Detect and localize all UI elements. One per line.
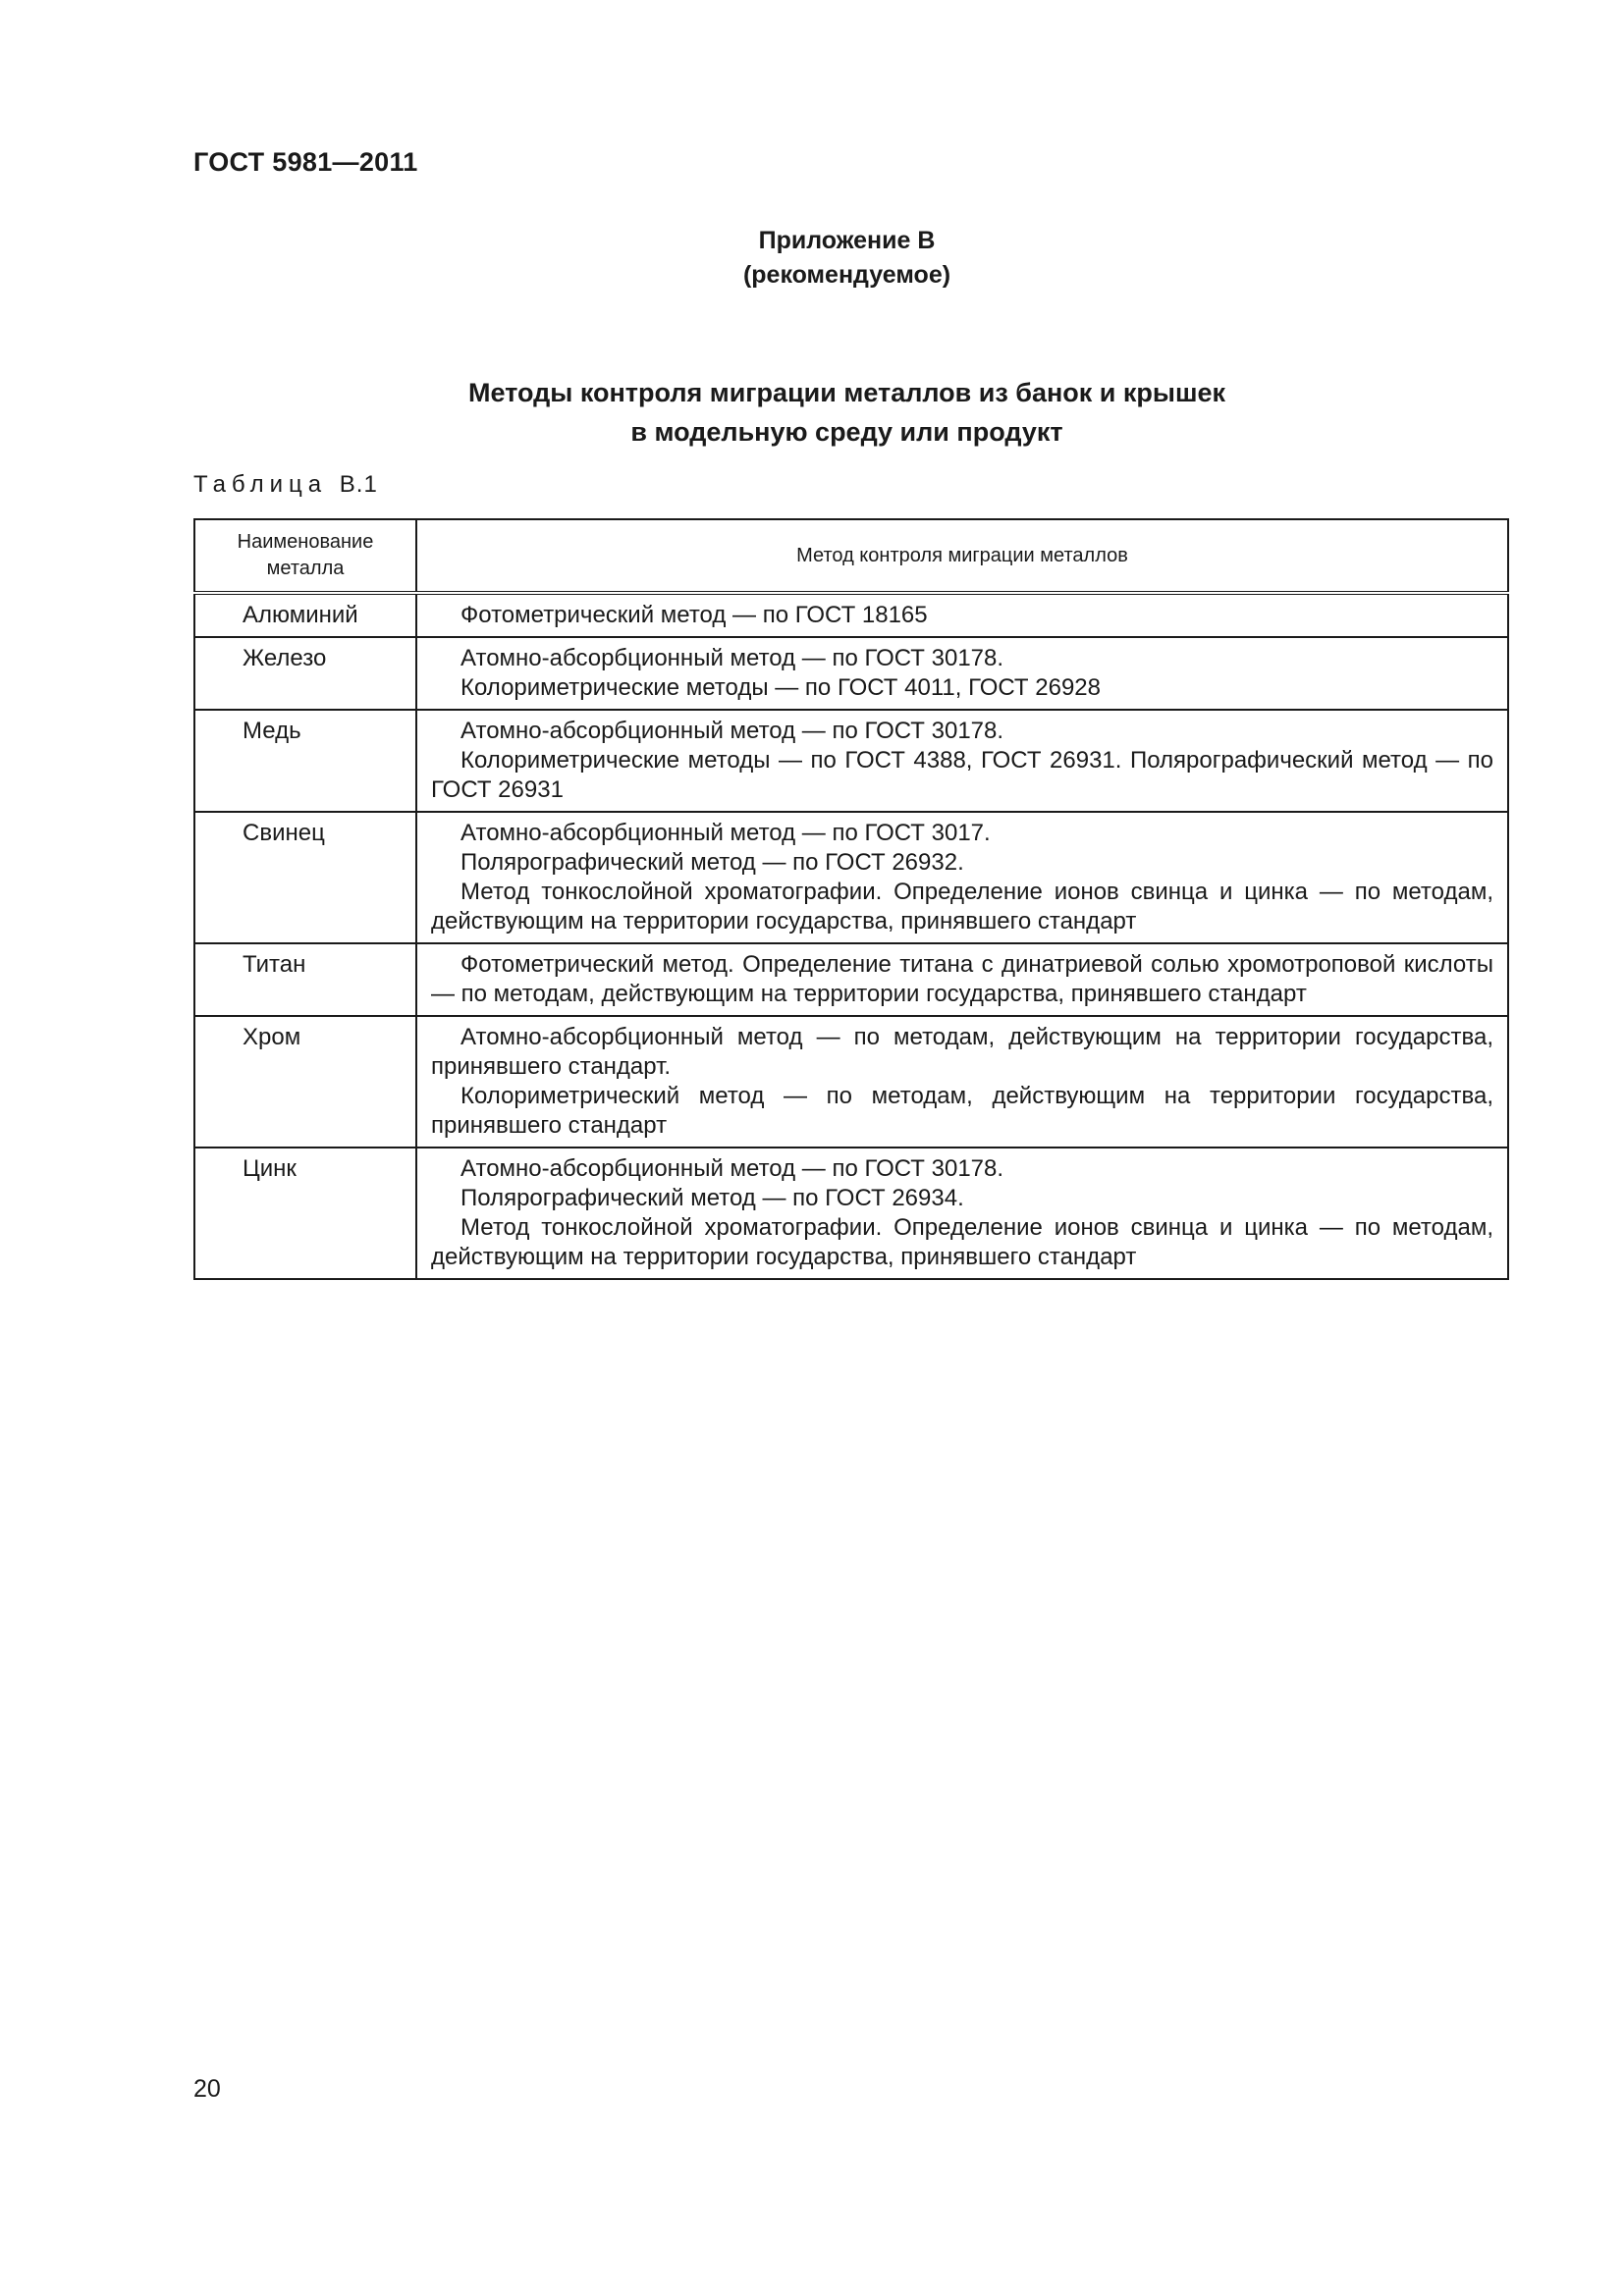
table-header-row [194,519,1508,593]
table-caption-number: В.1 [339,471,378,498]
method-line: Метод тонкослойной хроматографии. Определение ионов свинца и цинка — по методам, действующим на территории государства, принявшего стандарт [431,1214,1493,1270]
method-line: Атомно-абсорбционный метод — по ГОСТ 30178. [460,1155,1004,1182]
method-line: Атомно-абсорбционный метод — по ГОСТ 3017. [460,820,991,846]
method-cell [416,637,1508,710]
method-cell [416,593,1508,637]
metal-name: Алюминий [194,593,416,637]
appendix-title: Приложение В [758,227,936,254]
table-row-titanium [194,943,1508,1016]
method-cell [416,943,1508,1016]
method-line: Фотометрический метод — по ГОСТ 18165 [460,602,928,628]
section-title-line-1: Методы контроля миграции металлов из банок и крышек [467,378,1226,407]
table-row-iron [194,637,1508,710]
metal-name: Цинк [194,1148,416,1279]
header-metal-name: Наименование металла [194,519,416,593]
table-row-aluminium [194,593,1508,637]
header-control-method: Метод контроля миграции металлов [416,519,1508,593]
method-line: Колориметрический метод — по методам, действующим на территории государства, принявшего стандарт [431,1083,1493,1139]
table-row-chromium [194,1016,1508,1148]
metal-name: Хром [194,1016,416,1148]
document-code: ГОСТ 5981—2011 [193,147,418,177]
appendix-heading [0,224,1624,293]
method-line: Фотометрический метод. Определение титана с динатриевой солью хромотроповой кислоты — по методам, действующим на территории государства, принявшего стандарт [431,951,1493,1007]
table-caption-word: Таблица [193,471,328,498]
section-title [0,373,1624,452]
appendix-status: (рекомендуемое) [742,261,951,289]
metals-methods-table [193,518,1509,1280]
method-line: Метод тонкослойной хроматографии. Определение ионов свинца и цинка — по методам, действующим на территории государства, принявшего стандарт [431,879,1493,934]
method-cell [416,812,1508,943]
table-caption [193,471,378,499]
page-number: 20 [193,2075,221,2103]
method-cell [416,710,1508,812]
method-line: Колориметрические методы — по ГОСТ 4011, ГОСТ 26928 [460,674,1101,701]
method-line: Атомно-абсорбционный метод — по ГОСТ 30178. [460,645,1004,671]
method-cell [416,1016,1508,1148]
method-line: Полярографический метод — по ГОСТ 26934. [460,1185,964,1211]
method-line: Колориметрические методы — по ГОСТ 4388, ГОСТ 26931. Полярографический метод — по ГОСТ 26931 [431,747,1493,803]
metal-name: Свинец [194,812,416,943]
method-cell [416,1148,1508,1279]
table-row-lead [194,812,1508,943]
method-line: Атомно-абсорбционный метод — по ГОСТ 30178. [460,718,1004,744]
section-title-line-2: в модельную среду или продукт [630,417,1063,447]
metal-name: Железо [194,637,416,710]
table-row-copper [194,710,1508,812]
metal-name: Титан [194,943,416,1016]
table-row-zinc [194,1148,1508,1279]
metal-name: Медь [194,710,416,812]
method-line: Атомно-абсорбционный метод — по методам, действующим на территории государства, принявшего стандарт. [431,1024,1493,1080]
method-line: Полярографический метод — по ГОСТ 26932. [460,849,964,876]
